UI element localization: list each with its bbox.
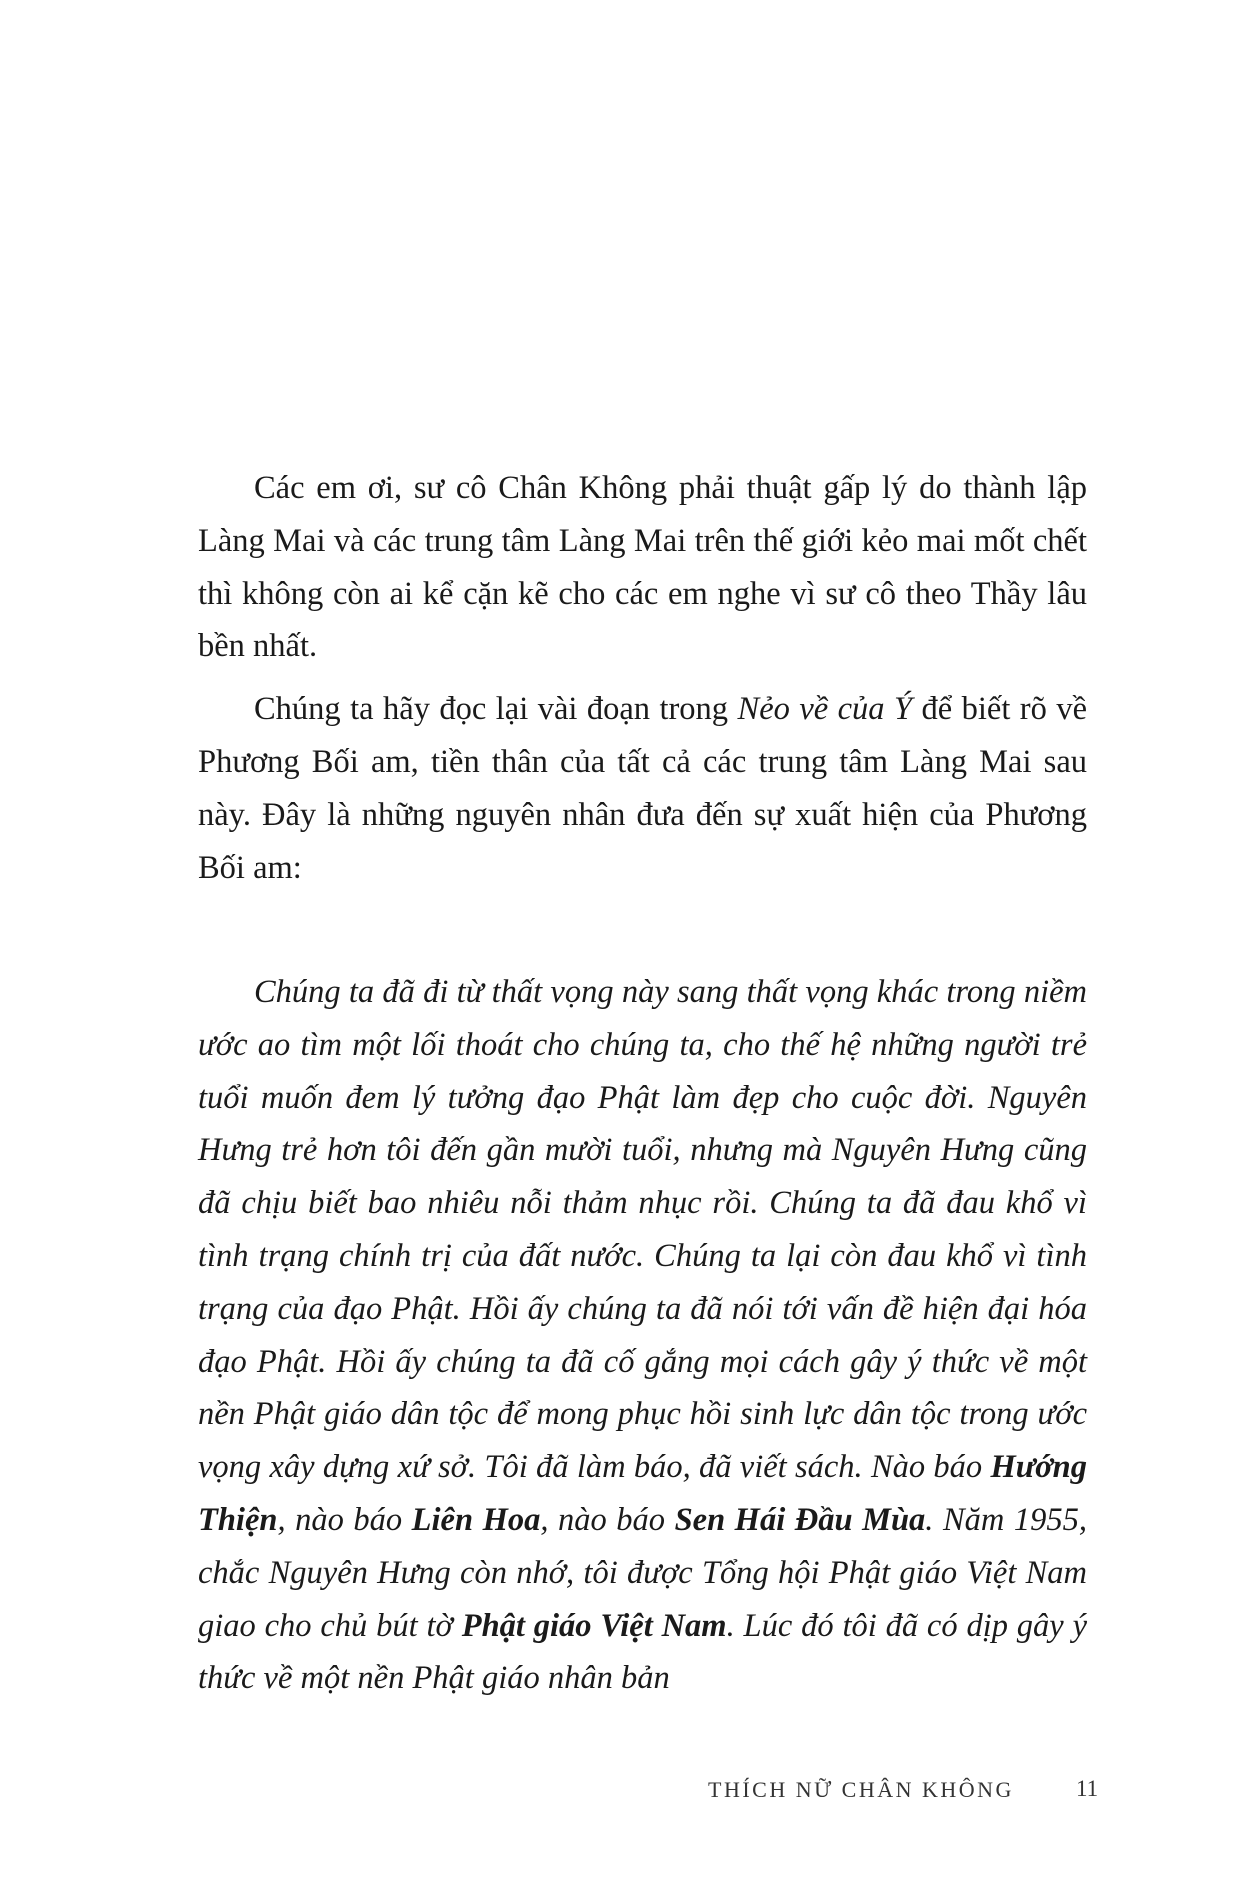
quote-paragraph	[198, 966, 1087, 1705]
intro-paragraph-1	[198, 462, 1087, 673]
quote-text-2: . Năm 1955, chắc Nguyên Hưng còn nhớ, tôi được Tổng hội Phật giáo Việt Nam giao cho chủ bút tờ	[198, 1501, 1087, 1644]
newspaper-name-sen-hai-dau-mua: Sen Hái Đầu Mùa	[674, 1501, 926, 1538]
running-footer-author: THÍCH NỮ CHÂN KHÔNG	[708, 1777, 1014, 1802]
intro-paragraph-2-rest: để biết rõ về Phương Bối am, tiền thân của tất cả các trung tâm Làng Mai sau này. Đây là những nguyên nhân đưa đến sự xuất hiện của Phương Bối am:	[198, 691, 1087, 886]
newspaper-name-lien-hoa: Liên Hoa	[411, 1501, 541, 1538]
quote-text-3: . Lúc đó tôi đã có dịp gây ý thức về một nền Phật giáo nhân bản	[198, 1607, 1087, 1697]
intro-section	[198, 462, 1087, 894]
book-title: Nẻo về của Ý	[737, 691, 913, 728]
newspaper-name-phat-giao-viet-nam: Phật giáo Việt Nam	[461, 1607, 727, 1644]
quote-separator-1: , nào báo	[277, 1501, 412, 1538]
quote-separator-2: , nào báo	[540, 1501, 675, 1538]
quote-text-1: Chúng ta đã đi từ thất vọng này sang thất vọng khác trong niềm ước ao tìm một lối thoát cho chúng ta, cho thế hệ những người trẻ tuổi muốn đem lý tưởng đạo Phật làm đẹp cho cuộc đời. Nguyên Hưng trẻ hơn tôi đến gần mười tuổi, nhưng mà Nguyên Hưng cũng đã chịu biết bao nhiêu nỗi thảm nhục rồi. Chúng ta đã đau khổ vì tình trạng chính trị của đất nước. Chúng ta lại còn đau khổ vì tình trạng của đạo Phật. Hồi ấy chúng ta đã nói tới vấn đề hiện đại hóa đạo Phật. Hồi ấy chúng ta đã cố gắng mọi cách gây ý thức về một nền Phật giáo dân tộc để mong phục hồi sinh lực dân tộc trong ước vọng xây dựng xứ sở. Tôi đã làm báo, đã viết sách. Nào báo	[198, 974, 1087, 1486]
intro-paragraph-2-lead: Chúng ta hãy đọc lại vài đoạn trong	[254, 691, 738, 728]
newspaper-name-huong-thien: Hướng Thiện	[198, 1449, 1087, 1538]
quoted-passage	[198, 966, 1087, 1705]
page-number: 11	[1076, 1776, 1099, 1801]
intro-paragraph-2	[198, 683, 1087, 894]
intro-paragraph-1-text: Các em ơi, sư cô Chân Không phải thuật gấp lý do thành lập Làng Mai và các trung tâm Làng Mai trên thế giới kẻo mai mốt chết thì không còn ai kể cặn kẽ cho các em nghe vì sư cô theo Thầy lâu bền nhất.	[198, 470, 1087, 665]
